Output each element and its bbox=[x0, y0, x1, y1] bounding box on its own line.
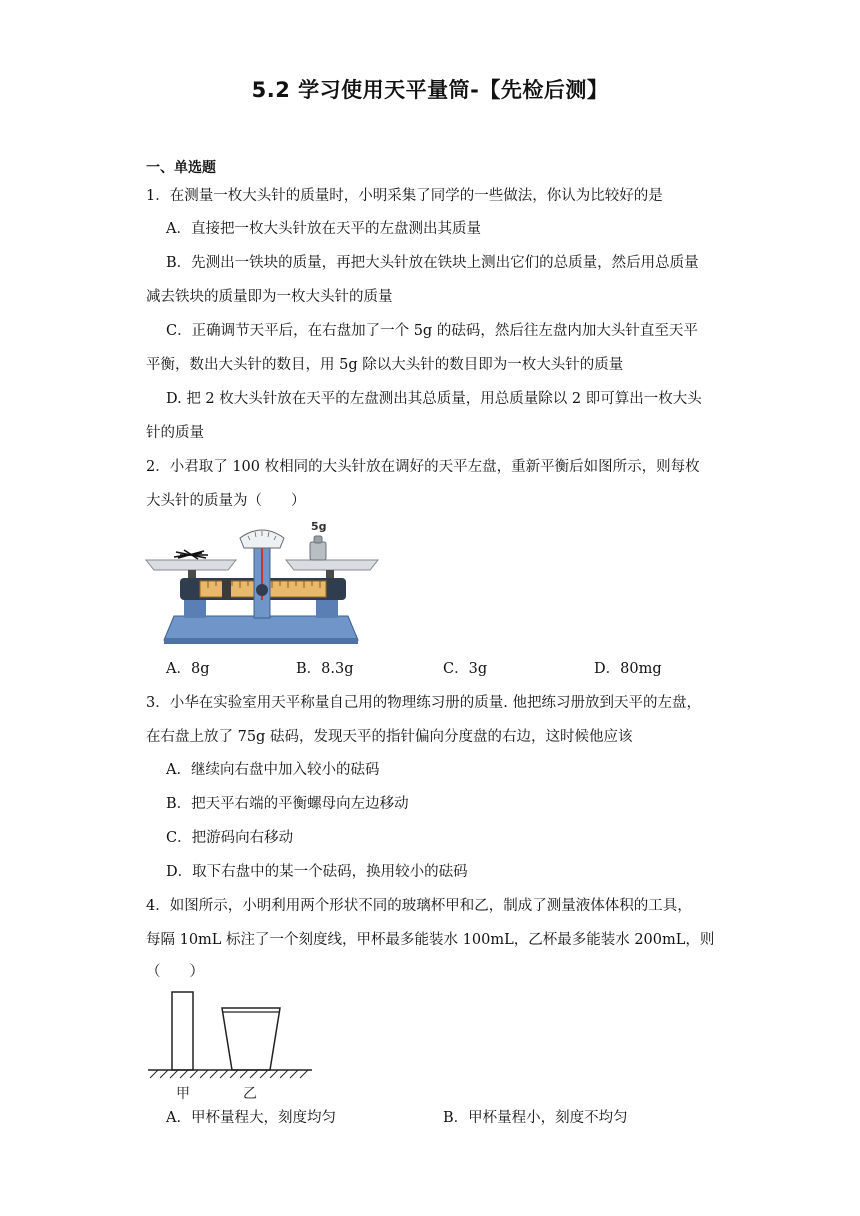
q1-option-b[interactable]: B．先测出一铁块的质量，再把大头针放在铁块上测出它们的总质量，然后用总质量 bbox=[166, 255, 699, 271]
q4-stem: 4．如图所示，小明利用两个形状不同的玻璃杯甲和乙，制成了测量液体体积的工具， bbox=[146, 898, 692, 914]
q1-option-c[interactable]: C．正确调节天平后，在右盘加了一个 5g 的砝码，然后往左盘内加大头针直至天平 bbox=[166, 323, 698, 339]
section-heading: 一、单选题 bbox=[146, 160, 216, 176]
q3-option-c[interactable]: C．把游码向右移动 bbox=[166, 830, 294, 846]
q1-option-d[interactable]: D. 把 2 枚大头针放在天平的左盘测出其总质量，用总质量除以 2 即可算出一枚大头 bbox=[166, 391, 702, 407]
cups-figure bbox=[146, 988, 316, 1104]
q2-option-a[interactable]: A．8g bbox=[166, 661, 210, 677]
page-title: 5.2 学习使用天平量筒-【先检后测】 bbox=[251, 78, 609, 102]
q1-option-b-cont: 减去铁块的质量即为一枚大头针的质量 bbox=[146, 289, 393, 305]
q1-option-d-cont: 针的质量 bbox=[146, 425, 204, 441]
q4-option-b[interactable]: B．甲杯量程小，刻度不均匀 bbox=[443, 1110, 628, 1126]
q3-option-d[interactable]: D．取下右盘中的某一个砝码，换用较小的砝码 bbox=[166, 864, 468, 880]
q3-stem-cont: 在右盘上放了 75g 砝码，发现天平的指针偏向分度盘的右边，这时候他应该 bbox=[146, 729, 633, 745]
q1-option-c-cont: 平衡，数出大头针的数目，用 5g 除以大头针的数目即为一枚大头针的质量 bbox=[146, 357, 624, 373]
q2-stem-cont: 大头针的质量为（ ） bbox=[146, 493, 306, 509]
balance-figure bbox=[144, 518, 382, 648]
q2-stem: 2．小君取了 100 枚相同的大头针放在调好的天平左盘，重新平衡后如图所示，则每枚 bbox=[146, 459, 700, 475]
weight-label: 5g bbox=[311, 520, 327, 533]
q4-option-a[interactable]: A．甲杯量程大，刻度均匀 bbox=[166, 1110, 336, 1126]
q3-stem: 3．小华在实验室用天平称量自己用的物理练习册的质量. 他把练习册放到天平的左盘， bbox=[146, 695, 701, 711]
q2-option-c[interactable]: C．3g bbox=[443, 661, 488, 677]
q1-stem: 1．在测量一枚大头针的质量时，小明采集了同学的一些做法，你认为比较好的是 bbox=[146, 188, 663, 204]
cup-yi bbox=[222, 1008, 280, 1070]
q4-stem-cont2: （ ） bbox=[146, 964, 204, 980]
q4-stem-cont: 每隔 10mL 标注了一个刻度线，甲杯最多能装水 100mL，乙杯最多能装水 200mL，则 bbox=[146, 932, 715, 948]
cup-jia bbox=[172, 992, 193, 1070]
q3-option-b[interactable]: B．把天平右端的平衡螺母向左边移动 bbox=[166, 796, 409, 812]
q2-option-b[interactable]: B．8.3g bbox=[296, 661, 354, 677]
label-jia: 甲 bbox=[176, 1086, 190, 1102]
q1-option-a[interactable]: A．直接把一枚大头针放在天平的左盘测出其质量 bbox=[166, 221, 481, 237]
q2-option-d[interactable]: D．80mg bbox=[594, 661, 662, 677]
label-yi: 乙 bbox=[243, 1086, 257, 1102]
q3-option-a[interactable]: A．继续向右盘中加入较小的砝码 bbox=[166, 762, 380, 778]
